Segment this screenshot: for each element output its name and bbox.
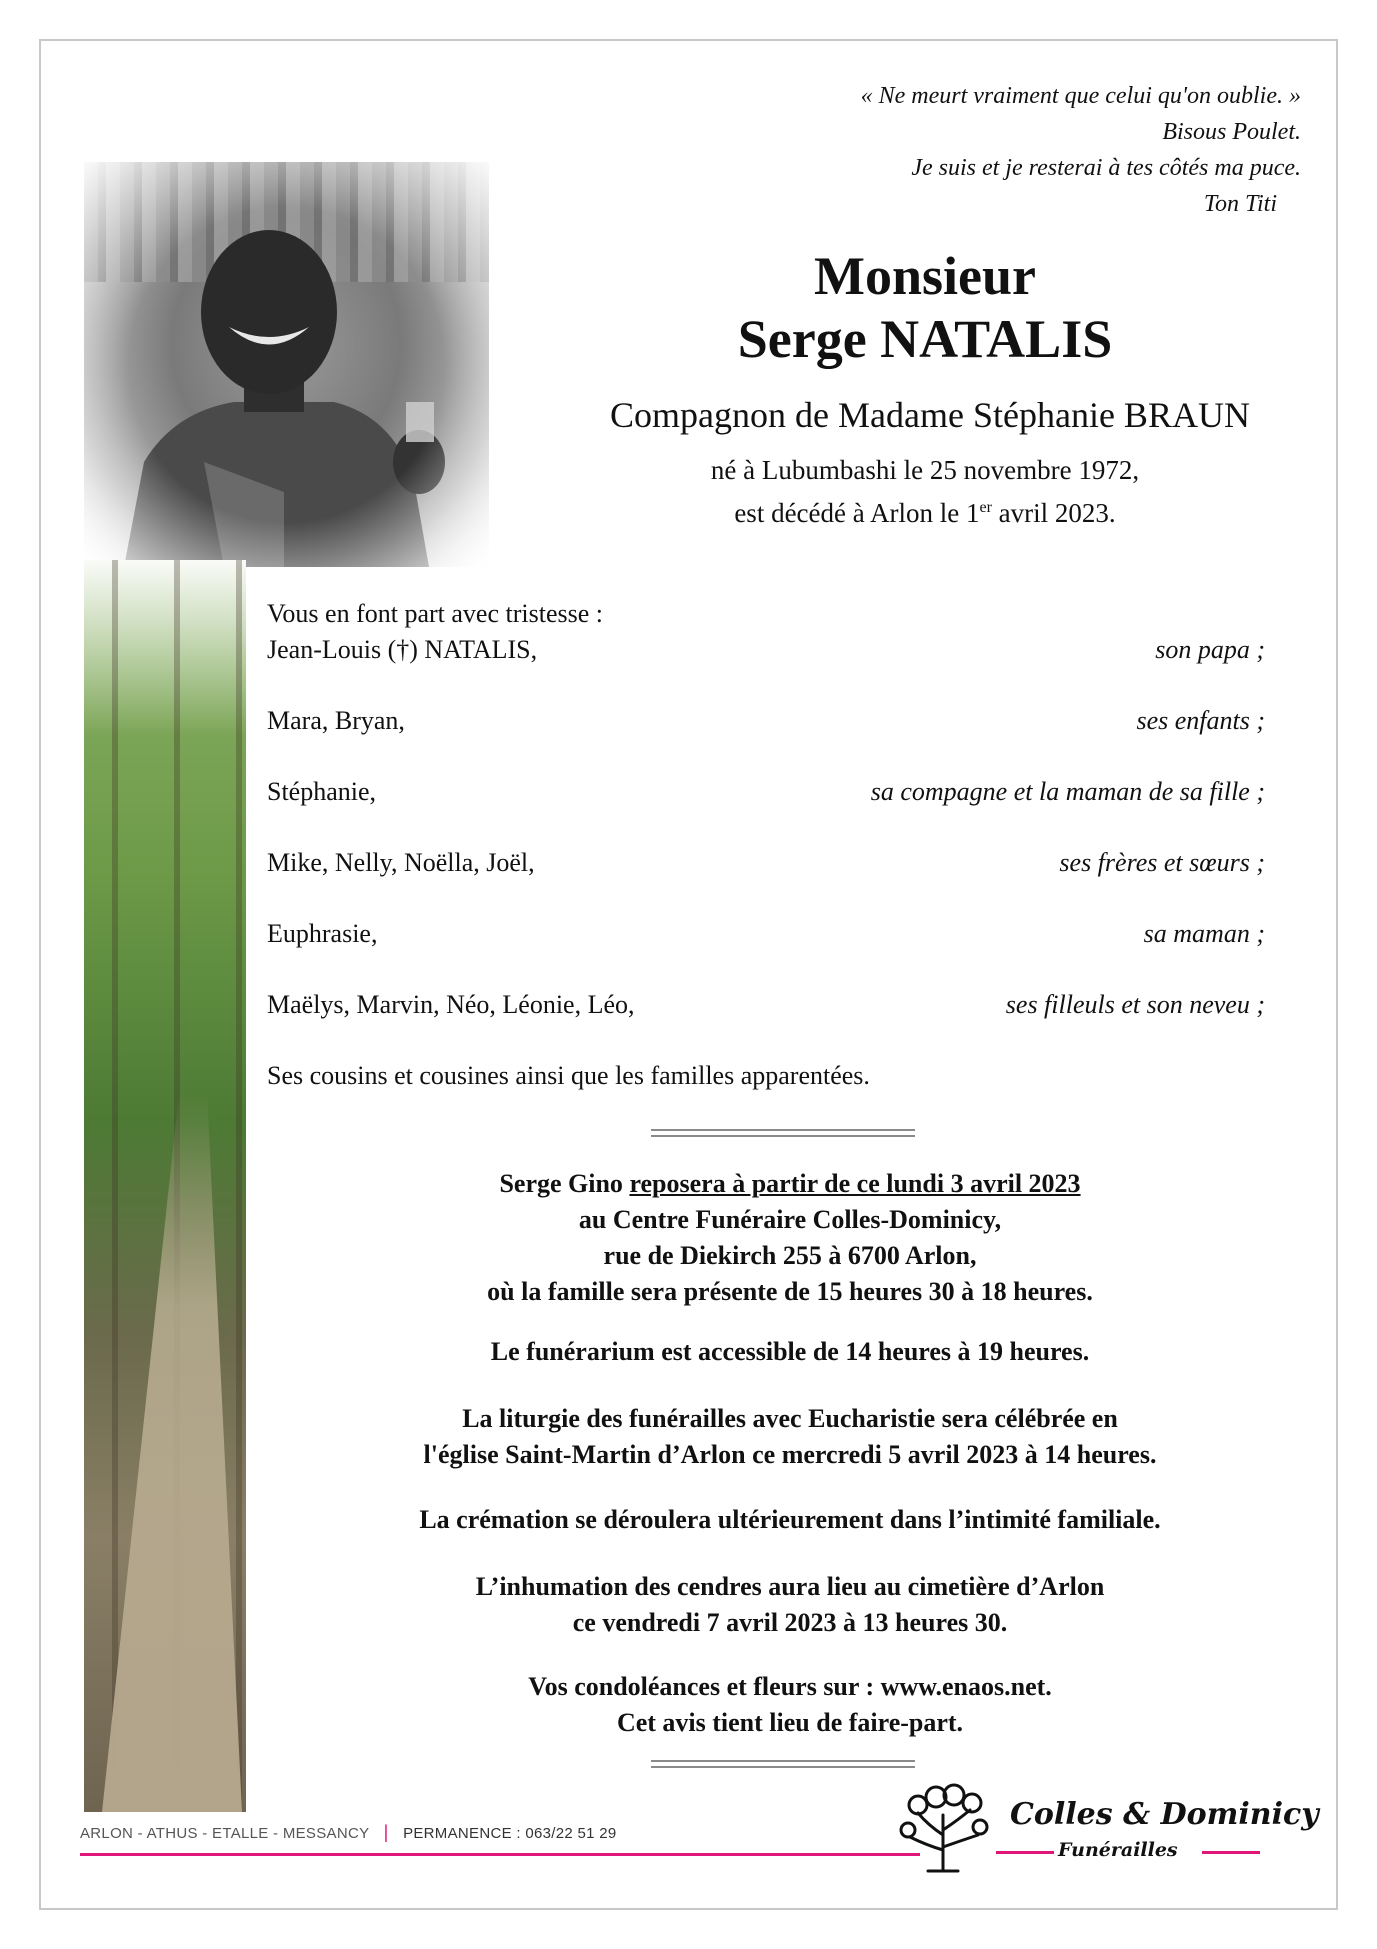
family-row [267,845,1265,881]
family-relation: son papa ; [1155,635,1265,664]
condolences-paragraph: Vos condoléances et fleurs sur : www.enaos.net. Cet avis tient lieu de faire-part. [528,1672,1052,1737]
family-closing: Ses cousins et cousines ainsi que les familles apparentées. [267,1061,870,1090]
portrait-photo [84,162,489,567]
brand-name: Colles & Dominicy [1010,1797,1319,1832]
family-names: Mara, Bryan, [267,706,405,735]
footer-accent-line [80,1853,920,1856]
companion-line: Compagnon de Madame Stéphanie BRAUN [610,395,1250,435]
brand-subtitle: Funérailles [1058,1839,1178,1861]
quote-line-4: Ton Titi [1203,191,1277,217]
footer-locations [80,1822,617,1843]
cremation-paragraph: La crémation se déroulera ultérieurement dans l’intimité familiale. [419,1505,1161,1534]
tree-logo-icon [888,1775,998,1875]
death-line: est décédé à Arlon le 1er avril 2023. [734,498,1116,528]
locations-text: ARLON - ATHUS - ETALLE - MESSANCY [80,1825,370,1842]
honorific: Monsieur [814,246,1036,306]
quote-line-3: Je suis et je resterai à tes côtés ma puce. [911,155,1301,181]
family-names: Mike, Nelly, Noëlla, Joël, [267,848,535,877]
family-row [267,916,1265,952]
company-logo [880,1775,1319,1875]
deceased-name: Serge NATALIS [737,309,1113,369]
divider-bottom [651,1760,915,1768]
quote-line-1: « Ne meurt vraiment que celui qu'on oublie. » [860,83,1301,109]
dedication-quote [601,78,1301,222]
quote-line-2: Bisous Poulet. [1162,119,1301,145]
family-names: Jean-Louis (†) NATALIS, [267,635,538,664]
family-relation: ses filleuls et son neveu ; [1005,990,1265,1019]
family-row [267,774,1265,810]
family-relation: ses enfants ; [1136,706,1265,735]
family-names: Maëlys, Marvin, Néo, Léonie, Léo, [267,990,635,1019]
permanence-phone: PERMANENCE : 063/22 51 29 [403,1825,617,1842]
family-names: Euphrasie, [267,919,378,948]
family-row [267,632,1265,668]
family-row [267,703,1265,739]
liturgy-paragraph: La liturgie des funérailles avec Eucharistie sera célébrée en l'église Saint-Martin d’Arlon ce mercredi 5 avril 2023 à 14 heures. [423,1404,1157,1469]
family-intro: Vous en font part avec tristesse : [267,599,603,628]
viewing-paragraph: Serge Gino reposera à partir de ce lundi 3 avril 2023 au Centre Funéraire Colles-Dominicy, rue de Diekirch 255 à 6700 Arlon, où la famille sera présente de 15 heures 30 à 18 heures. [487,1169,1093,1306]
funerarium-hours: Le funérarium est accessible de 14 heures à 19 heures. [490,1337,1090,1366]
family-row [267,987,1265,1023]
family-relation: ses frères et sœurs ; [1059,848,1265,877]
family-relation: sa compagne et la maman de sa fille ; [870,777,1265,806]
family-names: Stéphanie, [267,777,377,806]
birth-death-block [600,451,1250,532]
birth-line: né à Lubumbashi le 25 novembre 1972, [710,455,1140,485]
divider-top [651,1129,915,1137]
family-relation: sa maman ; [1143,919,1265,948]
family-list [267,596,1265,1094]
forest-path-image [84,560,246,1812]
burial-paragraph: L’inhumation des cendres aura lieu au cimetière d’Arlon ce vendredi 7 avril 2023 à 13 heures 30. [475,1572,1105,1637]
footer-separator: | [383,1822,389,1842]
